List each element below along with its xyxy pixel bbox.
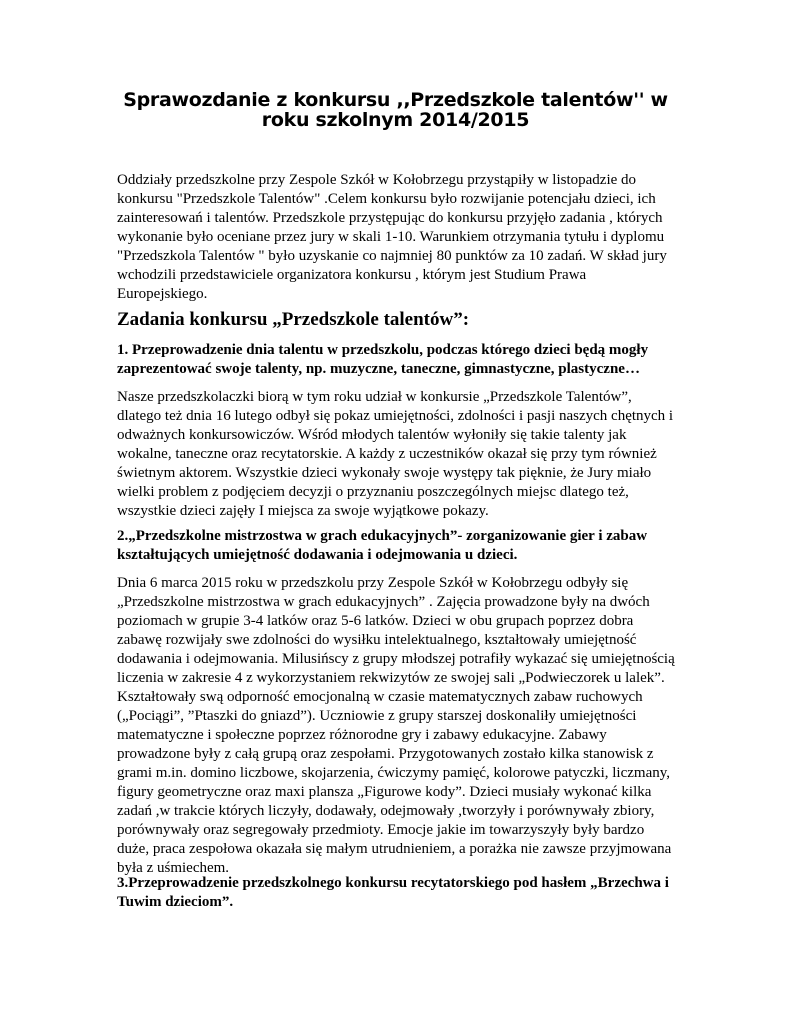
section-heading: Zadania konkursu „Przedszkole talentów”:	[117, 309, 470, 330]
task-3-heading: 3.Przeprowadzenie przedszkolnego konkursu recytatorskiego pod hasłem „Brzechwa i Tuwim dzieciom”.	[117, 875, 669, 910]
task-1-heading: 1. Przeprowadzenie dnia talentu w przedszkolu, podczas którego dzieci będą mogły zaprezentować swoje talenty, np. muzyczne, taneczne, gimnastyczne, plastyczne…	[117, 342, 649, 377]
intro-text: Oddziały przedszkolne przy Zespole Szkół w Kołobrzegu przystąpiły w listopadzie do konkursu "Przedszkole Talentów" .Celem konkursu było rozwijanie potencjału dzieci, ich zainteresowań i talentów. Przedszkole przystępując do konkursu przyjęło zadania , których wykonanie było oceniane przez jury w skali 1-10. Warunkiem otrzymania tytułu i dyplomu "Przedszkola Talentów " było uzyskanie co najmniej 80 punktów za 10 zadań. W skład jury wchodzili przedstawiciele organizatora konkursu , którym jest Studium Prawa Europejskiego.	[117, 172, 667, 302]
intro-paragraph	[117, 171, 677, 304]
task-2-body	[117, 574, 677, 878]
task-1-body	[117, 388, 677, 521]
document-title: Sprawozdanie z konkursu ,,Przedszkole talentów'' w roku szkolnym 2014/2015	[123, 89, 668, 131]
task-2-heading: 2.„Przedszkolne mistrzostwa w grach edukacyjnych”- zorganizowanie gier i zabaw kształtujących umiejętność dodawania i odejmowania u dzieci.	[117, 528, 648, 563]
task-2-text: Dnia 6 marca 2015 roku w przedszkolu przy Zespole Szkół w Kołobrzegu odbyły się „Przedszkolne mistrzostwa w grach edukacyjnych” . Zajęcia prowadzone były na dwóch poziomach w grupie 3-4 latków oraz 5-6 latków. Dzieci w obu grupach poprzez dobra zabawę rozwijały swe zdolności do wysiłku intelektualnego, kształtowały umiejętność dodawania i odejmowania. Milusińscy z grupy młodszej potrafiły wykazać się umiejętnością liczenia w zakresie 4 z wykorzystaniem rekwizytów ze swojej sali „Podwieczorek u lalek”. Kształtowały swą odporność emocjonalną w czasie matematycznych zabaw ruchowych („Pociągi”, ”Ptaszki do gniazd”). Uczniowie z grupy starszej doskonaliły umiejętności matematyczne i społeczne poprzez różnorodne gry i zabawy edukacyjne. Zabawy prowadzone były z całą grupą oraz zespołami. Przygotowanych zostało kilka stanowisk z grami m.in. domino liczbowe, skojarzenia, ćwiczymy pamięć, kolorowe patyczki, liczmany, figury geometryczne oraz maxi plansza „Figurowe kody”. Dzieci musiały wykonać kilka zadań ,w trakcie których liczyły, dodawały, odejmowały ,tworzyły i porównywały zbiory, porównywały oraz segregowały przedmioty. Emocje jakie im towarzyszyły były bardzo duże, praca zespołowa okazała się małym utrudnieniem, a porażka nie zawsze przyjmowana była z uśmiechem.	[117, 575, 675, 876]
task-1-text: Nasze przedszkolaczki biorą w tym roku udział w konkursie „Przedszkole Talentów”, dlatego też dnia 16 lutego odbył się pokaz umiejętności, zdolności i pasji naszych chętnych i odważnych konkursowiczów. Wśród młodych talentów wyłoniły się takie talenty jak wokalne, taneczne oraz recytatorskie. A każdy z uczestników okazał się przy tym również świetnym aktorem. Wszystkie dzieci wykonały swoje występy tak pięknie, że Jury miało wielki problem z podjęciem decyzji o przyznaniu poszczególnych miejsc dlatego też, wszystkie dzieci zajęły I miejsca za swoje wyjątkowe pokazy.	[117, 389, 674, 519]
